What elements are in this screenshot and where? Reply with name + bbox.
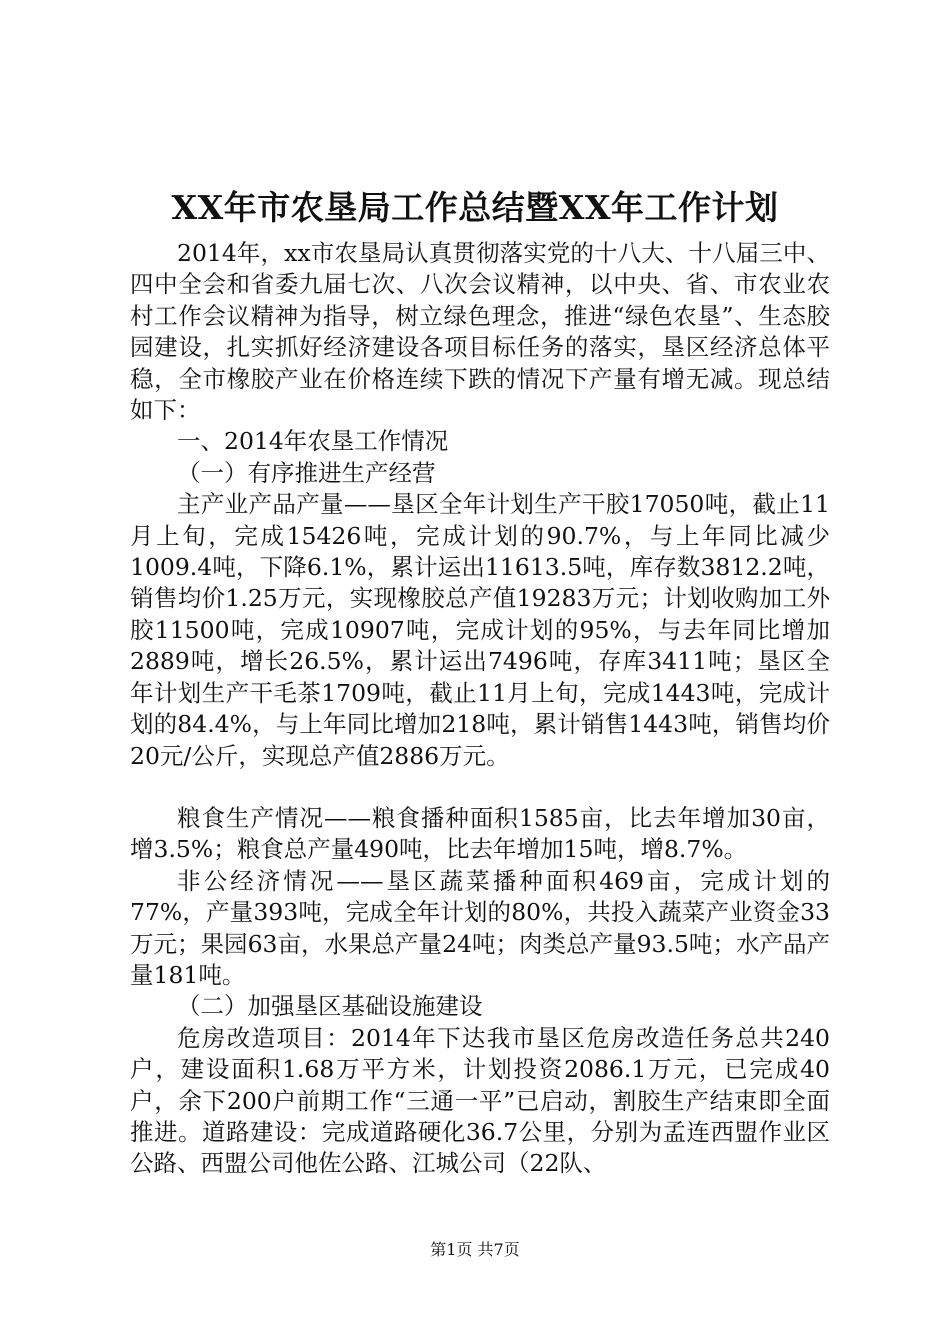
document-title: XX年市农垦局工作总结暨XX年工作计划 [171, 188, 779, 227]
paragraph-grain: 粮食生产情况——粮食播种面积1585亩，比去年增加30亩，增3.5%；粮食总产量490吨，比去年增加15吨，增8.7%。 [130, 803, 830, 864]
section-heading-1: 一、2014年农垦工作情况 [177, 427, 449, 456]
paragraph-main-products: 主产业产品产量——垦区全年计划生产干胶17050吨，截止11月上旬，完成15426吨，完成计划的90.7%，与上年同比减少1009.4吨，下降6.1%，累计运出11613.5吨，库存数3812.2吨，销售均价1.25万元，实现橡胶总产值19283万元；计划收购加工外胶11500吨，完成10907吨，完成计划的95%，与去年同比增加2889吨，增长26.5%，累计运出7496吨，存库3411吨；垦区全年计划生产干毛茶1709吨，截止11月上旬，完成1443吨，完成计划的84.4%，与上年同比增加218吨，累计销售1443吨，销售均价20元/公斤，实现总产值2886万元。 [130, 490, 830, 770]
subsection-heading-1: （一）有序推进生产经营 [177, 458, 436, 487]
paragraph-non-public-economy: 非公经济情况——垦区蔬菜播种面积469亩，完成计划的77%，产量393吨，完成全年计划的80%，共投入蔬菜产业资金33万元；果园63亩，水果总产量24吨；肉类总产量93.5吨；水产品产量181吨。 [130, 866, 830, 989]
page-footer: 第1页 共7页 [430, 1240, 520, 1259]
paragraph-intro: 2014年，xx市农垦局认真贯彻落实党的十八大、十八届三中、四中全会和省委九届七次、八次会议精神，以中央、省、市农业农村工作会议精神为指导，树立绿色理念，推进“绿色农垦”、生态胶园建设，扎实抓好经济建设各项目标任务的落实，垦区经济总体平稳，全市橡胶产业在价格连续下跌的情况下产量有增无减。现总结如下： [130, 239, 830, 425]
subsection-heading-2: （二）加强垦区基础设施建设 [177, 992, 483, 1021]
paragraph-housing-roads: 危房改造项目：2014年下达我市垦区危房改造任务总共240户，建设面积1.68万平方米，计划投资2086.1万元，已完成40户，余下200户前期工作“三通一平”已启动，割胶生产结束即全面推进。道路建设：完成道路硬化36.7公里，分别为孟连西盟作业区公路、西盟公司他佐公路、江城公司（22队、 [130, 1023, 830, 1178]
document-body [130, 238, 830, 1180]
